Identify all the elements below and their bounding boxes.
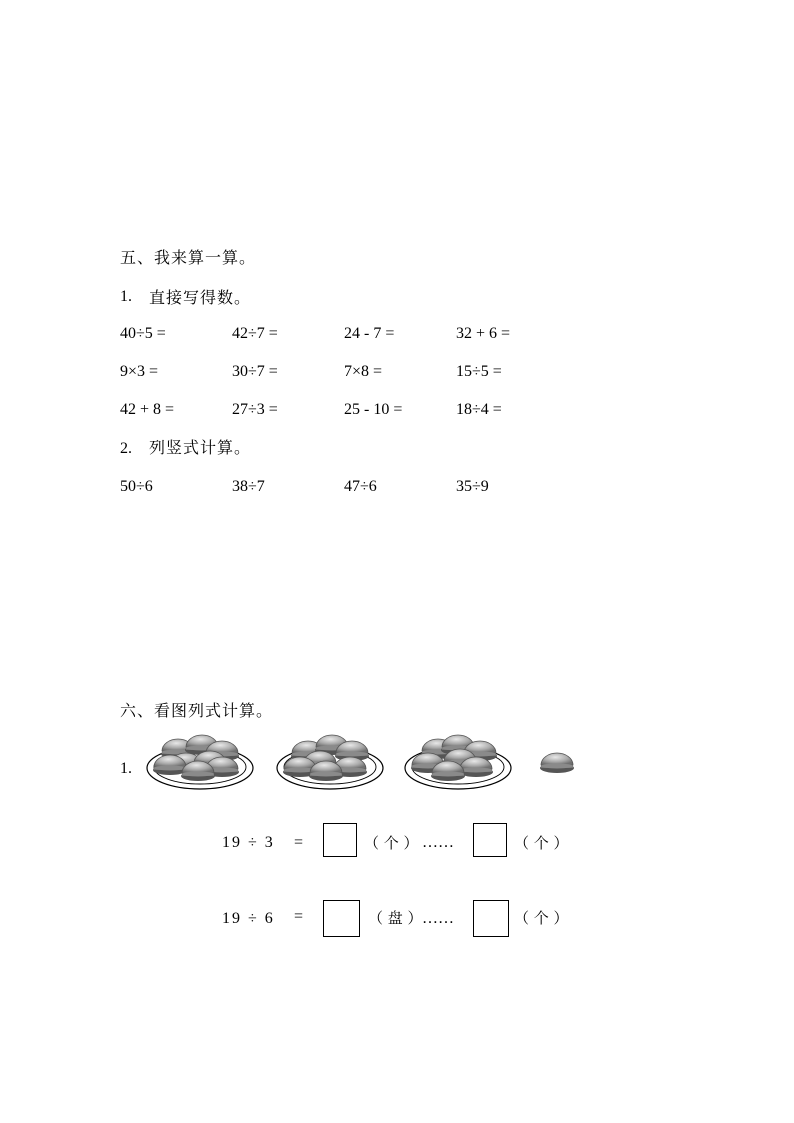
vertical-calc-1: 50÷6 bbox=[120, 478, 153, 495]
eq1-remainder-box[interactable] bbox=[473, 823, 507, 857]
problem-r3c1: 42 + 8 = bbox=[120, 401, 175, 418]
part1-label: 1. bbox=[120, 288, 132, 305]
problem-r2c1: 9×3 = bbox=[120, 363, 159, 380]
problem-r3c4: 18÷4 = bbox=[456, 401, 502, 418]
problem-r2c2: 30÷7 = bbox=[232, 363, 278, 380]
eq1-unit1: （ 个 ） bbox=[364, 834, 419, 852]
eq2-remainder-box[interactable] bbox=[473, 900, 509, 937]
eq1-expression: 19 ÷ 3 bbox=[222, 834, 275, 851]
eq2-equals: = bbox=[294, 908, 304, 925]
part2-title: 列竖式计算。 bbox=[149, 438, 252, 457]
eq2-quotient-box[interactable] bbox=[323, 900, 360, 937]
problem-r2c3: 7×8 = bbox=[344, 363, 383, 380]
eq1-dots: …… bbox=[422, 834, 454, 851]
eq2-unit1: （ 盘 ） bbox=[368, 909, 423, 927]
problem-r1c4: 32 + 6 = bbox=[456, 325, 511, 342]
eq1-equals: = bbox=[294, 834, 304, 851]
problem-r1c3: 24 - 7 = bbox=[344, 325, 395, 342]
problem-r3c2: 27÷3 = bbox=[232, 401, 278, 418]
plate-1 bbox=[147, 735, 253, 789]
section6-part1-label: 1. bbox=[120, 760, 132, 777]
vertical-calc-3: 47÷6 bbox=[344, 478, 377, 495]
vertical-calc-2: 38÷7 bbox=[232, 478, 265, 495]
eq1-quotient-box[interactable] bbox=[323, 823, 357, 857]
problem-r1c2: 42÷7 = bbox=[232, 325, 278, 342]
section5-title: 五、我来算一算。 bbox=[120, 248, 257, 267]
problem-r2c4: 15÷5 = bbox=[456, 363, 502, 380]
extra-bun bbox=[540, 753, 574, 773]
eq1-unit2: （ 个 ） bbox=[514, 834, 569, 852]
vertical-calc-4: 35÷9 bbox=[456, 478, 489, 495]
part2-label: 2. bbox=[120, 440, 132, 457]
eq2-unit2: （ 个 ） bbox=[514, 909, 569, 927]
problem-r3c3: 25 - 10 = bbox=[344, 401, 403, 418]
plate-3 bbox=[405, 735, 511, 789]
plate-2 bbox=[277, 735, 383, 789]
buns-illustration bbox=[140, 732, 620, 802]
eq2-dots: …… bbox=[422, 910, 454, 927]
part1-title: 直接写得数。 bbox=[149, 288, 252, 307]
eq2-expression: 19 ÷ 6 bbox=[222, 910, 275, 927]
section6-title: 六、看图列式计算。 bbox=[120, 701, 274, 720]
problem-r1c1: 40÷5 = bbox=[120, 325, 166, 342]
